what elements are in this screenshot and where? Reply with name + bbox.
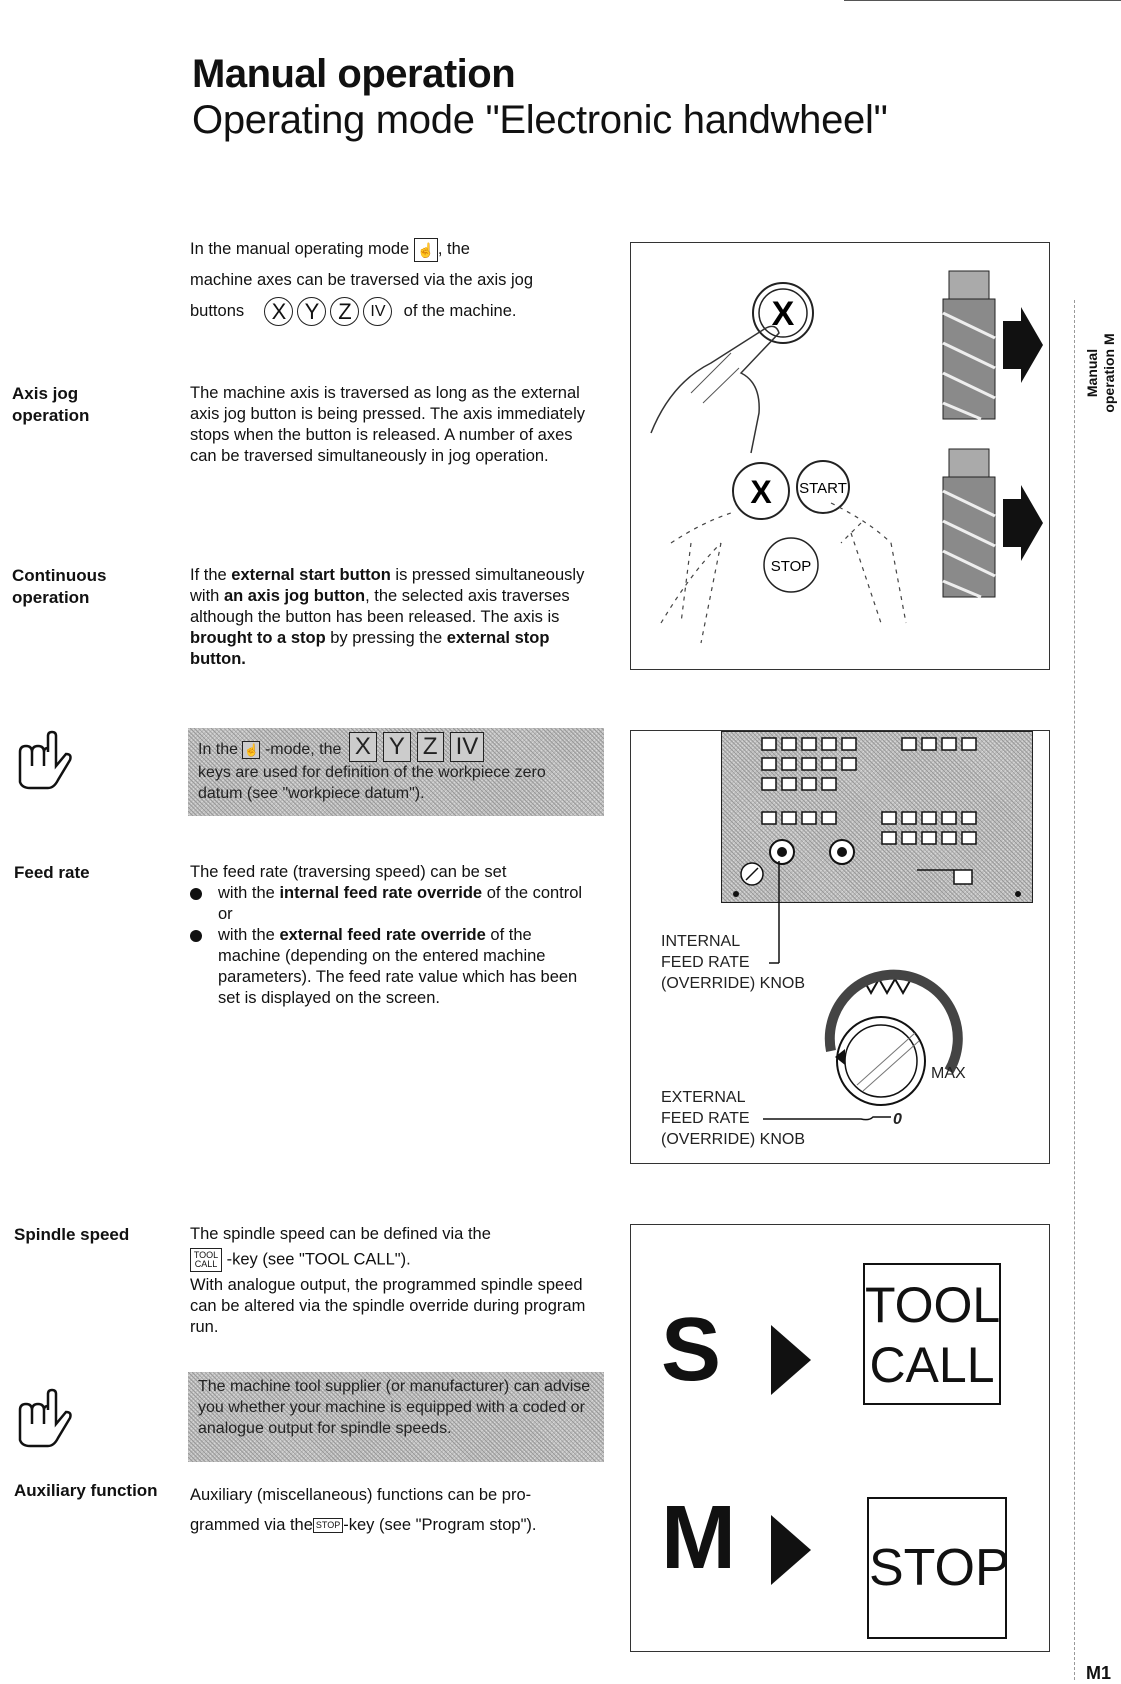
auxiliary-function-label: Auxiliary function xyxy=(14,1481,158,1500)
continuous-label: Continuous operation xyxy=(12,566,107,607)
tool-call-key-illustration: TOOL CALL xyxy=(863,1263,1001,1405)
tool-call-key-icon: TOOL CALL xyxy=(190,1248,222,1272)
pointing-hand-icon-2 xyxy=(12,1388,74,1450)
note-key-z: Z xyxy=(417,732,444,762)
s-letter: S xyxy=(661,1300,722,1400)
feed-rate-diagram xyxy=(630,730,1050,1164)
external-knob-label: EXTERNAL FEED RATE (OVERRIDE) KNOB xyxy=(661,1089,806,1148)
end-mill-icon-bottom xyxy=(943,449,995,597)
note-key-y: Y xyxy=(383,732,411,762)
zero-label: 0 xyxy=(893,1111,902,1128)
feed-rate-label: Feed rate xyxy=(14,863,90,882)
spindle-speed-text: The spindle speed can be defined via the TOOL CALL -key (see "TOOL CALL"). With analogue output, the programmed spindle speed can be altered via the spindle override during program run. xyxy=(190,1225,586,1336)
intro-part2: , the xyxy=(437,240,470,258)
margin-line xyxy=(1074,300,1076,1680)
axis-jog-label: Axis jog operation xyxy=(12,384,90,425)
page-title: Manual operation xyxy=(192,52,516,96)
start-button-label: START xyxy=(799,480,847,497)
spindle-speed-label: Spindle speed xyxy=(14,1225,130,1244)
play-arrow-icon-s xyxy=(771,1325,811,1395)
m-letter: M xyxy=(661,1488,736,1588)
jog-illustration xyxy=(631,243,1049,669)
top-rule xyxy=(844,0,1121,1)
hand-mode-key: ☝ xyxy=(414,238,438,262)
y-axis-button-icon: Y xyxy=(297,297,326,326)
spindle-aux-diagram xyxy=(630,1224,1050,1652)
intro-part4: of the machine. xyxy=(403,302,517,320)
page-number: M1 xyxy=(1085,1663,1111,1683)
section-tab-line1: Manual xyxy=(1084,348,1100,398)
note-workpiece-datum: In the ☝ -mode, the X Y Z IV keys are used for definition of the workpiece zero datum (see "workpiece datum"). xyxy=(188,728,604,816)
hand-mode-key-icon: ☝ xyxy=(244,742,259,757)
continuous-text: If the external start button is pressed simultaneously with an axis jog button, the selected axis traverses although the button has been released. The axis is brought to a stop by pressing the external stop button. xyxy=(190,566,585,668)
axis-jog-text: The machine axis is traversed as long as the external axis jog button is being pressed. The axis immediately stops when the button is released. A number of axes can be traversed simultaneously in jog operation. xyxy=(190,384,585,465)
section-tab-line2: operation M xyxy=(1101,333,1117,413)
page-subtitle: Operating mode "Electronic handwheel" xyxy=(192,98,888,142)
note-spindle-output: The machine tool supplier (or manufacturer) can advise you whether your machine is equipped with a coded or analogue output for spindle speeds. xyxy=(188,1372,604,1462)
arrow-right-icon-bottom xyxy=(1003,485,1043,561)
x-axis-button-icon: X xyxy=(264,297,293,326)
pointing-hand-icon xyxy=(12,730,74,792)
note-key-iv: IV xyxy=(450,732,485,762)
auxiliary-function-text: Auxiliary (miscellaneous) functions can be pro- grammed via the STOP -key (see "Program stop"). xyxy=(190,1486,537,1534)
stop-button-label: STOP xyxy=(770,558,812,575)
section-tab xyxy=(1084,318,1120,428)
iv-axis-button-icon: IV xyxy=(363,297,392,326)
stop-key-illustration: STOP xyxy=(867,1497,1007,1639)
x-button-label-2: X xyxy=(750,474,772,510)
max-label: MAX xyxy=(931,1065,966,1082)
jog-diagram xyxy=(630,242,1050,670)
stop-key-icon: STOP xyxy=(313,1518,343,1533)
feed-rate-text: The feed rate (traversing speed) can be set with the internal feed rate override of the control or with the external feed rate override of the machine (depending on the entered machine parameters). The feed rate value which has been set is displayed on the screen. xyxy=(190,863,583,1007)
end-mill-icon-top xyxy=(943,271,995,419)
intro-line2: machine axes can be traversed via the axis jog xyxy=(190,271,534,289)
override-knob-icon xyxy=(837,1017,925,1105)
intro-part3: buttons xyxy=(190,302,245,320)
internal-knob-label: INTERNAL FEED RATE (OVERRIDE) KNOB xyxy=(661,933,806,992)
z-axis-button-icon: Z xyxy=(330,297,359,326)
play-arrow-icon-m xyxy=(771,1515,811,1585)
intro-text xyxy=(190,234,590,327)
note-key-x: X xyxy=(349,732,377,762)
x-button-label: X xyxy=(771,295,795,333)
arrow-right-icon-top xyxy=(1003,307,1043,383)
intro-part1: In the manual operating mode xyxy=(190,240,410,258)
